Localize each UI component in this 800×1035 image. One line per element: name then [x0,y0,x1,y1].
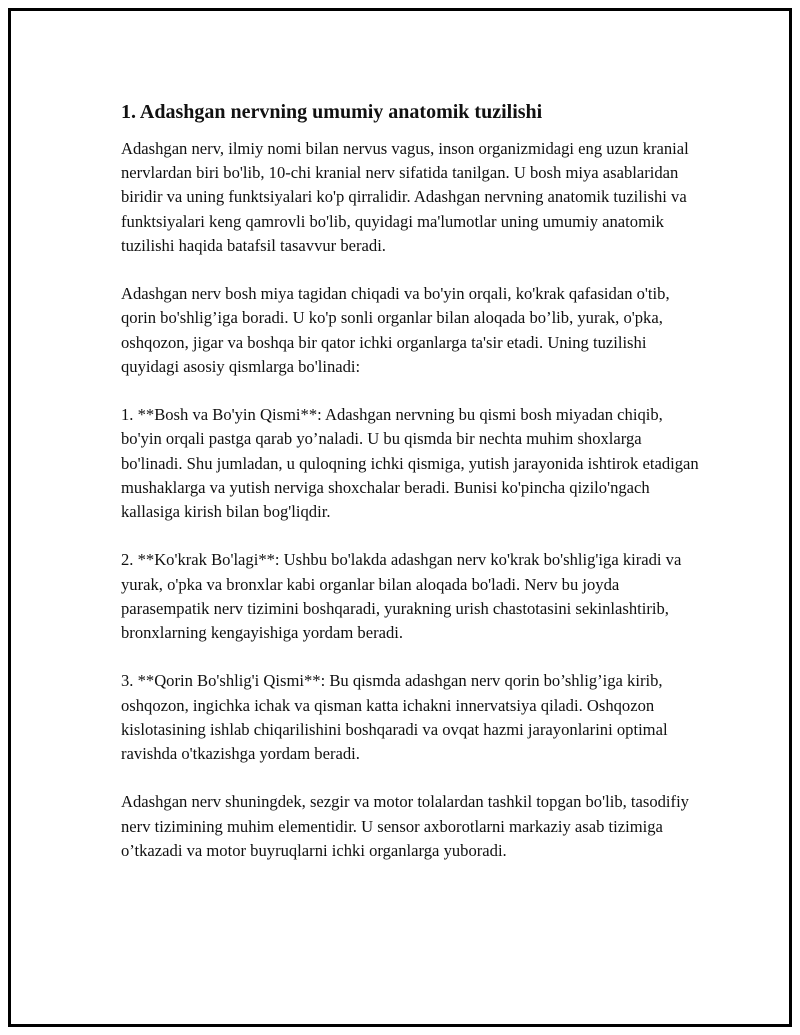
paragraph-head-neck: 1. **Bosh va Bo'yin Qismi**: Adashgan nervning bu qismi bosh miyadan chiqib, bo'yin orqali pastga qarab yo’naladi. U bu qismda bir nechta muhim shoxlarga bo'linadi. Shu jumladan, u quloqning ichki qismiga, yutish jarayonida ishtirok etadigan mushaklarga va yutish nerviga shoxchalar beradi. Bunisi ko'pincha qizilo'ngach kallasiga kirish bilan bog'liqdir. [121,405,699,522]
page-frame [8,8,792,1027]
paragraph-intro: Adashgan nerv, ilmiy nomi bilan nervus vagus, inson organizmidagi eng uzun kranial nervlardan biri bo'lib, 10-chi kranial nerv sifatida tanilgan. U bosh miya asablaridan biridir va uning funktsiyalari ko'p qirralidir. Adashgan nervning anatomik tuzilishi va funktsiyalari keng qamrovli bo'lib, quyidagi ma'lumotlar uning umumiy anatomik tuzilishi haqida batafsil tasavvur beradi. [121,139,689,255]
paragraph-abdominal: 3. **Qorin Bo'shlig'i Qismi**: Bu qismda adashgan nerv qorin bo’shlig’iga kirib, oshqozon, ingichka ichak va qisman katta ichakni innervatsiya qiladi. Oshqozon kislotasining ishlab chiqarilishini boshqaradi va ovqat hazmi jarayonlarini optimal ravishda o'tkazishga yordam beradi. [121,671,668,764]
document-body [121,99,701,887]
document-title: 1. Adashgan nervning umumiy anatomik tuzilishi [121,101,543,123]
paragraph-conclusion: Adashgan nerv shuningdek, sezgir va motor tolalardan tashkil topgan bo'lib, tasodifiy nerv tizimining muhim elementidir. U sensor axborotlarni markaziy asab tizimiga o’tkazadi va motor buyruqlarni ichki organlarga yuboradi. [121,792,689,860]
paragraph-thoracic: 2. **Ko'krak Bo'lagi**: Ushbu bo'lakda adashgan nerv ko'krak bo'shlig'iga kiradi va yurak, o'pka va bronxlar kabi organlar bilan aloqada bo'ladi. Nerv bu joyda parasempatik nerv tizimini boshqaradi, yurakning urish chastotasini sekinlashtirib, bronxlarning kengayishiga yordam beradi. [121,550,682,643]
paragraph-overview: Adashgan nerv bosh miya tagidan chiqadi va bo'yin orqali, ko'krak qafasidan o'tib, qorin bo'shlig’iga boradi. U ko'p sonli organlar bilan aloqada bo’lib, yurak, o'pka, oshqozon, jigar va boshqa bir qator ichki organlarga ta'sir etadi. Uning tuzilishi quyidagi asosiy qismlarga bo'linadi: [121,284,670,376]
